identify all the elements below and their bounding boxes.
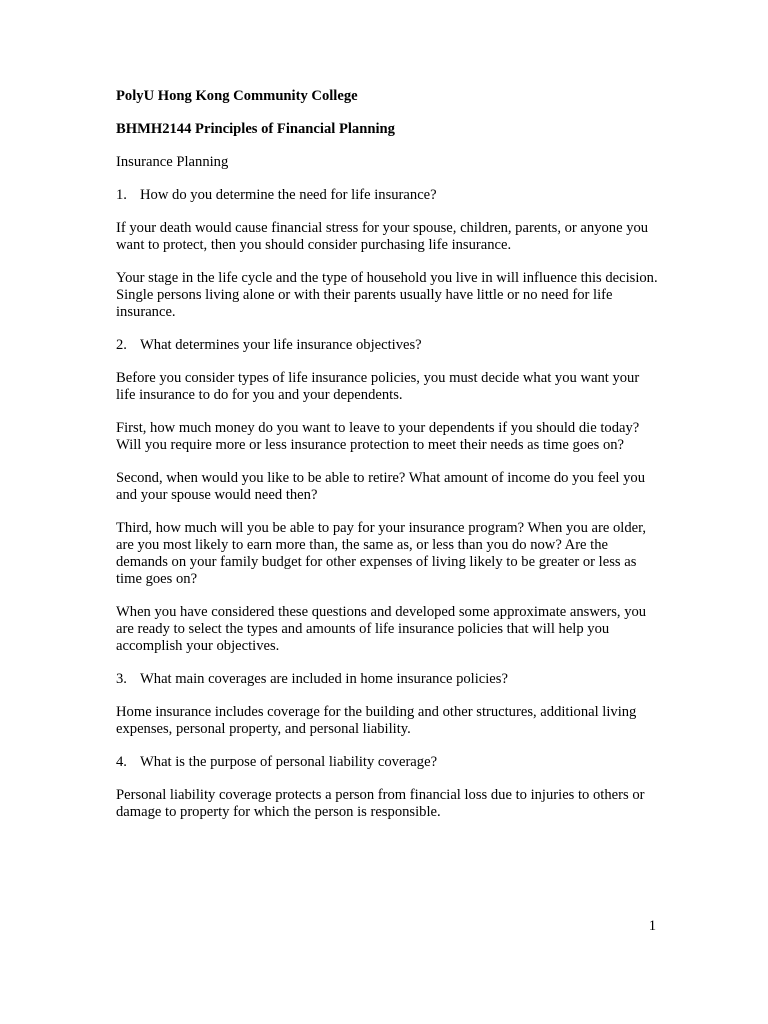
answer-paragraph: Personal liability coverage protects a person from financial loss due to injuries to others or damage to property for which the person is responsible. — [116, 787, 645, 820]
answer-paragraph: When you have considered these questions and developed some approximate answers, you are ready to select the types and amounts of life insurance policies that will help you accomplish your objectives. — [116, 604, 647, 654]
question-text: How do you determine the need for life insurance? — [140, 187, 437, 203]
answer-paragraph: Second, when would you like to be able to retire? What amount of income do you feel you and your spouse would need then? — [116, 470, 646, 503]
question-2 — [116, 337, 661, 354]
question-number: 1. — [116, 187, 127, 203]
answer-paragraph: Third, how much will you be able to pay for your insurance program? When you are older, are you most likely to earn more than, the same as, or less than you do now? Are the demands on your family budget for other expenses of living likely to be greater or less as time goes on? — [116, 520, 647, 587]
question-4 — [116, 754, 661, 771]
topic-heading: Insurance Planning — [116, 154, 229, 170]
question-3 — [116, 671, 661, 688]
answer-paragraph: Home insurance includes coverage for the building and other structures, additional living expenses, personal property, and personal liability. — [116, 704, 637, 737]
institution-heading: PolyU Hong Kong Community College — [116, 88, 358, 104]
answer-paragraph: Your stage in the life cycle and the type of household you live in will influence this decision. Single persons living alone or with their parents usually have little or no need for life insurance. — [116, 270, 658, 320]
question-number: 2. — [116, 337, 127, 353]
course-heading: BHMH2144 Principles of Financial Planning — [116, 121, 395, 137]
question-number: 3. — [116, 671, 127, 687]
question-text: What main coverages are included in home insurance policies? — [140, 671, 508, 687]
question-1 — [116, 187, 661, 204]
answer-paragraph: Before you consider types of life insurance policies, you must decide what you want your life insurance to do for you and your dependents. — [116, 370, 640, 403]
document-content — [116, 88, 661, 837]
question-number: 4. — [116, 754, 127, 770]
answer-paragraph: If your death would cause financial stress for your spouse, children, parents, or anyone you want to protect, then you should consider purchasing life insurance. — [116, 220, 649, 253]
question-text: What determines your life insurance objectives? — [140, 337, 422, 353]
answer-paragraph: First, how much money do you want to leave to your dependents if you should die today? Will you require more or less insurance protection to meet their needs as time goes on? — [116, 420, 640, 453]
question-text: What is the purpose of personal liability coverage? — [140, 754, 438, 770]
page-number: 1 — [648, 918, 656, 934]
